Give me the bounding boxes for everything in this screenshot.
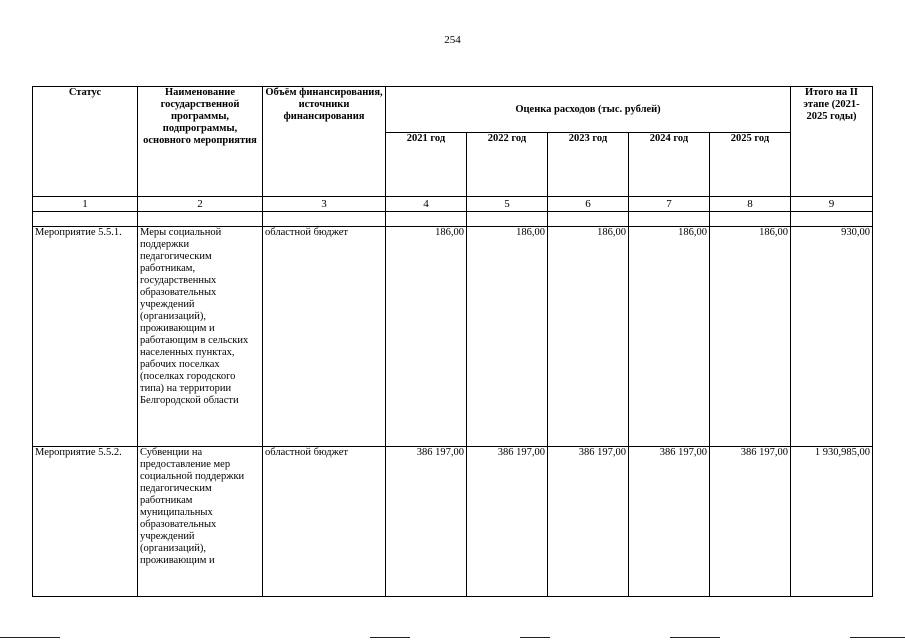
column-index: 5 bbox=[467, 197, 548, 212]
scan-edge-line bbox=[0, 637, 60, 638]
header-year-2022: 2022 год bbox=[467, 133, 548, 197]
column-index: 4 bbox=[386, 197, 467, 212]
row-value-2024: 186,00 bbox=[629, 227, 710, 447]
scan-edge-line bbox=[670, 637, 720, 638]
row-value-2022: 186,00 bbox=[467, 227, 548, 447]
column-index: 1 bbox=[33, 197, 138, 212]
row-source: областной бюджет bbox=[263, 227, 386, 447]
header-estimate: Оценка расходов (тыс. рублей) bbox=[386, 87, 791, 133]
row-total: 930,00 bbox=[791, 227, 873, 447]
header-year-2025: 2025 год bbox=[710, 133, 791, 197]
column-index: 8 bbox=[710, 197, 791, 212]
row-value-2023: 186,00 bbox=[548, 227, 629, 447]
row-name: Меры социальной поддержки педагогическим работникам, государственных образовательных учреждений (организаций), проживающим и работающим в сельских населенных пунктах, рабочих поселках (поселках городского типа) на территории Белгородской области bbox=[138, 227, 263, 447]
row-status: Мероприятие 5.5.1. bbox=[33, 227, 138, 447]
column-index-row bbox=[33, 197, 873, 212]
row-value-2021: 386 197,00 bbox=[386, 447, 467, 597]
row-value-2023: 386 197,00 bbox=[548, 447, 629, 597]
row-value-2022: 386 197,00 bbox=[467, 447, 548, 597]
row-value-2021: 186,00 bbox=[386, 227, 467, 447]
row-total: 1 930,985,00 bbox=[791, 447, 873, 597]
header-name: Наименование государственной программы, подпрограммы, основного мероприятия bbox=[138, 87, 263, 197]
page-number: 254 bbox=[444, 34, 461, 46]
column-index: 2 bbox=[138, 197, 263, 212]
spacer-row bbox=[33, 212, 873, 227]
row-value-2024: 386 197,00 bbox=[629, 447, 710, 597]
scan-edge-line bbox=[850, 637, 905, 638]
header-financing: Объём финансирования, источники финансирования bbox=[263, 87, 386, 197]
row-status: Мероприятие 5.5.2. bbox=[33, 447, 138, 597]
row-value-2025: 386 197,00 bbox=[710, 447, 791, 597]
header-year-2024: 2024 год bbox=[629, 133, 710, 197]
column-index: 6 bbox=[548, 197, 629, 212]
table-row bbox=[33, 447, 873, 597]
scan-edge-line bbox=[520, 637, 550, 638]
header-status: Статус bbox=[33, 87, 138, 197]
row-source: областной бюджет bbox=[263, 447, 386, 597]
scan-edge-line bbox=[370, 637, 410, 638]
column-index: 7 bbox=[629, 197, 710, 212]
header-year-2021: 2021 год bbox=[386, 133, 467, 197]
financing-table bbox=[32, 86, 873, 597]
column-index: 3 bbox=[263, 197, 386, 212]
header-year-2023: 2023 год bbox=[548, 133, 629, 197]
header-total: Итого на II этапе (2021-2025 годы) bbox=[791, 87, 873, 197]
row-name: Субвенции на предоставление мер социальной поддержки педагогическим работникам муниципальных образовательных учреждений (организаций), проживающим и bbox=[138, 447, 263, 597]
row-value-2025: 186,00 bbox=[710, 227, 791, 447]
table-row bbox=[33, 227, 873, 447]
column-index: 9 bbox=[791, 197, 873, 212]
